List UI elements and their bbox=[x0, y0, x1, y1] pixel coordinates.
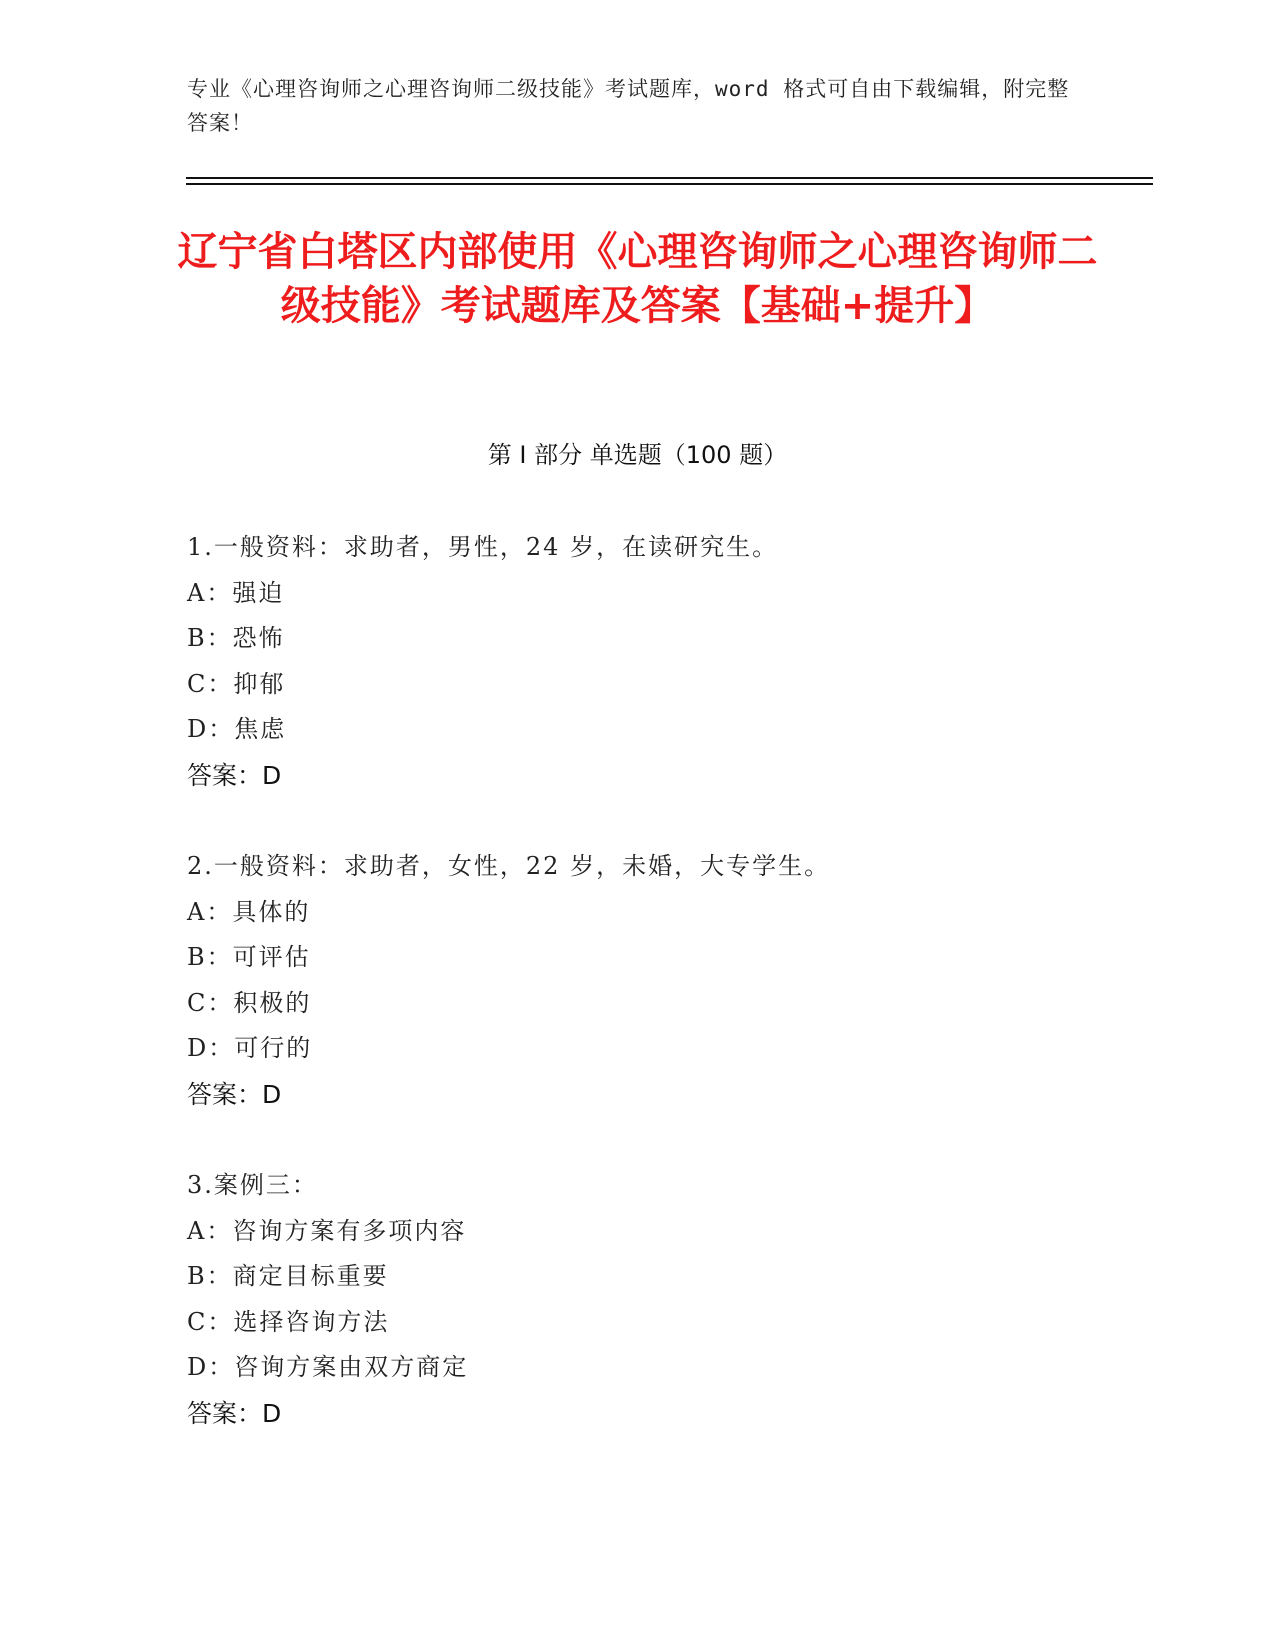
question-2 bbox=[187, 844, 1087, 1117]
answer: 答案：D bbox=[187, 760, 282, 790]
option-c: C：选择咨询方法 bbox=[187, 1307, 390, 1336]
option-a: A：咨询方案有多项内容 bbox=[187, 1216, 467, 1245]
document-title: 辽宁省白塔区内部使用《心理咨询师之心理咨询师二级技能》考试题库及答案【基础+提升】 bbox=[177, 229, 1098, 329]
section-heading: 第 I 部分 单选题（100 题） bbox=[487, 441, 788, 469]
option-d: D：焦虑 bbox=[187, 715, 287, 743]
header-divider-bottom bbox=[186, 183, 1153, 185]
option-b: B：恐怖 bbox=[187, 624, 285, 652]
option-d: D：可行的 bbox=[187, 1034, 313, 1062]
option-b: B：可评估 bbox=[187, 943, 311, 971]
question-stem: 3.案例三： bbox=[187, 1171, 318, 1199]
question-stem: 2.一般资料：求助者，女性，22 岁，未婚，大专学生。 bbox=[187, 852, 831, 880]
answer: 答案：D bbox=[187, 1079, 282, 1109]
option-a: A：强迫 bbox=[187, 578, 285, 607]
answer: 答案：D bbox=[187, 1398, 282, 1428]
header-divider-top bbox=[186, 177, 1153, 179]
option-c: C：积极的 bbox=[187, 988, 312, 1017]
option-b: B：商定目标重要 bbox=[187, 1262, 389, 1290]
option-a: A：具体的 bbox=[187, 897, 311, 926]
option-d: D：咨询方案由双方商定 bbox=[187, 1353, 469, 1381]
document-header: 专业《心理咨询师之心理咨询师二级技能》考试题库，word 格式可自由下载编辑，附完整答案！ bbox=[187, 77, 1070, 135]
question-stem: 1.一般资料：求助者，男性，24 岁，在读研究生。 bbox=[187, 533, 779, 561]
question-1 bbox=[187, 525, 1087, 798]
question-3 bbox=[187, 1163, 1087, 1436]
option-c: C：抑郁 bbox=[187, 669, 286, 698]
